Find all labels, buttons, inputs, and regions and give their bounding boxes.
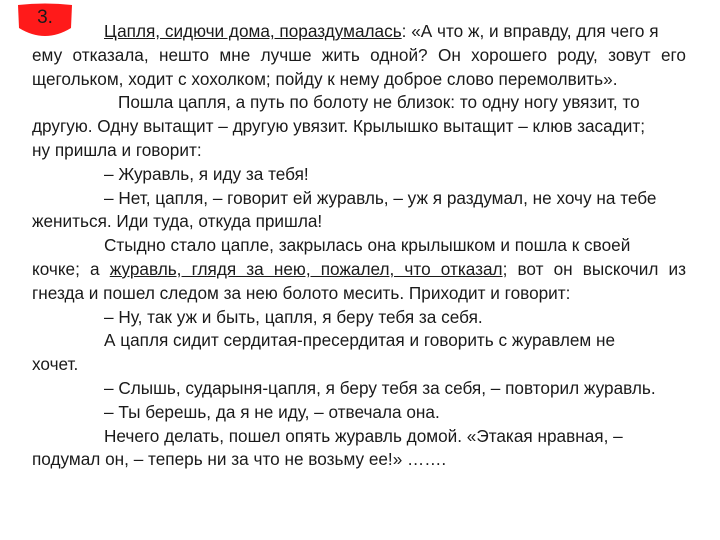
text-line: жениться. Иди туда, откуда пришла!	[32, 211, 323, 232]
text-line: – Нет, цапля, – говорит ей журавль, – уж я раздумал, не хочу на тебе	[104, 187, 657, 208]
text-line: ну пришла и говорит:	[32, 139, 202, 160]
text-line: щегольком, ходит с хохолком; пойду к нему доброе слово перемолвить».	[32, 68, 618, 89]
story-text	[32, 20, 686, 472]
text-line: Нечего делать, пошел опять журавль домой. «Этакая нравная, –	[104, 425, 623, 446]
text-line: хочет.	[32, 354, 79, 375]
underlined-phrase: журавль, глядя за нею, пожалел, что отказал	[109, 258, 503, 279]
text-line: ему отказала, нешто мне лучше жить одной? Он хорошего роду, зовут его	[32, 44, 686, 65]
text-line: Цапля, сидючи дома, пораздумалась: «А что ж, и вправду, для чего я	[104, 21, 659, 41]
slide-number: 3.	[37, 7, 53, 28]
text-line: – Слышь, сударыня-цапля, я беру тебя за себя, – повторил журавль.	[104, 377, 656, 398]
text-line: – Ты берешь, да я не иду, – отвечала она.	[104, 401, 440, 422]
underlined-phrase: Цапля, сидючи дома, пораздумалась	[104, 21, 402, 41]
text-line: гнезда и пошел следом за нею болото месить. Приходит и говорит:	[32, 282, 571, 303]
text-line: – Журавль, я иду за тебя!	[104, 163, 309, 184]
text-line: другую. Одну вытащит – другую увязит. Крылышко вытащит – клюв засадит;	[32, 116, 645, 137]
text-line: Пошла цапля, а путь по болоту не близок: то одну ногу увязит, то	[118, 92, 640, 113]
text-line: Стыдно стало цапле, закрылась она крылышком и пошла к своей	[104, 235, 631, 256]
text-line: кочке; а журавль, глядя за нею, пожалел, что отказал; вот он выскочил из	[32, 258, 686, 279]
text-line: А цапля сидит сердитая-пресердитая и говорить с журавлем не	[104, 330, 616, 351]
text-line: подумал он, – теперь ни за что не возьму ее!» …….	[32, 449, 447, 470]
text-line: – Ну, так уж и быть, цапля, я беру тебя за себя.	[104, 306, 483, 327]
